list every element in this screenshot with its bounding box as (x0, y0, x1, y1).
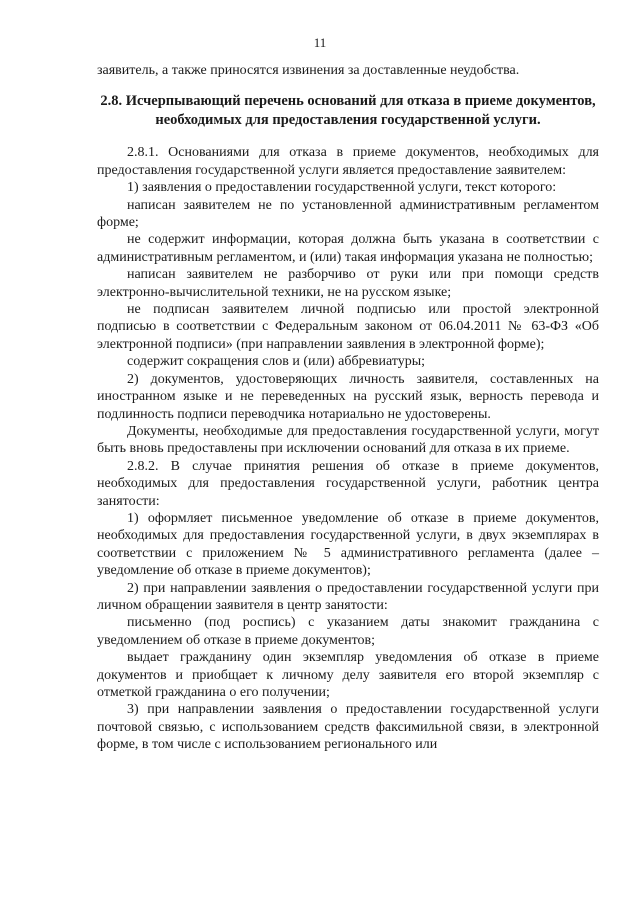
document-body (97, 62, 599, 754)
paragraph: 2.8.1. Основаниями для отказа в приеме документов, необходимых для предоставления государственной услуги является предоставление заявителем: (97, 145, 599, 178)
paragraph: письменно (под роспись) с указанием даты знакомит гражданина с уведомлением об отказе в приеме документов; (97, 615, 599, 648)
paragraph: написан заявителем не разборчиво от руки или при помощи средств электронно-вычислительной техники, не на русском языке; (97, 267, 599, 300)
paragraph: 2) документов, удостоверяющих личность заявителя, составленных на иностранном языке и не переведенных на русский язык, верность перевода и подлинность подписи переводчика нотариально не удостоверены. (97, 371, 599, 422)
paragraph: Документы, необходимые для предоставления государственной услуги, могут быть вновь предоставлены при исключении оснований для отказа в их приеме. (97, 423, 599, 457)
paragraph: не подписан заявителем личной подписью или простой электронной подписью в соответствии с Федеральным законом от 06.04.2011 № 63-ФЗ «Об электронной подписи» (при направлении заявления в электронной форме); (97, 302, 599, 352)
paragraph: 3) при направлении заявления о предоставлении государственной услуги почтовой связью, с использованием средств факсимильной связи, в электронной форме, в том числе с использованием регионального или (97, 702, 599, 753)
page-number: 11 (313, 35, 327, 50)
paragraph: написан заявителем не по установленной административным регламентом форме; (97, 197, 599, 231)
section-heading: 2.8. Исчерпывающий перечень оснований для отказа в приеме документов, необходимых для предоставления государственной услуги. (100, 93, 596, 129)
paragraph: 1) заявления о предоставлении государственной услуги, текст которого: (127, 180, 557, 196)
paragraph: 1) оформляет письменное уведомление об отказе в приеме документов, необходимых для предоставления государственной услуги, в двух экземплярах в соответствии с приложением № 5 административного регламента (далее – уведомление об отказе в приеме документов); (97, 510, 599, 579)
paragraph: 2.8.2. В случае принятия решения об отказе в приеме документов, необходимых для предоставления государственной услуги, работник центра занятости: (97, 458, 599, 509)
paragraph: содержит сокращения слов и (или) аббревиатуры; (127, 354, 426, 370)
intro-line: заявитель, а также приносятся извинения за доставленные неудобства. (97, 63, 520, 78)
paragraph: не содержит информации, которая должна быть указана в соответствии с административным регламентом, и (или) такая информация указана не полностью; (97, 232, 599, 265)
paragraph: выдает гражданину один экземпляр уведомления об отказе в приеме документов и приобщает к личному делу заявителя его второй экземпляр с отметкой гражданина о его получении; (97, 650, 599, 700)
paragraph: 2) при направлении заявления о предоставлении государственной услуги при личном обращении заявителя в центр занятости: (97, 580, 599, 613)
